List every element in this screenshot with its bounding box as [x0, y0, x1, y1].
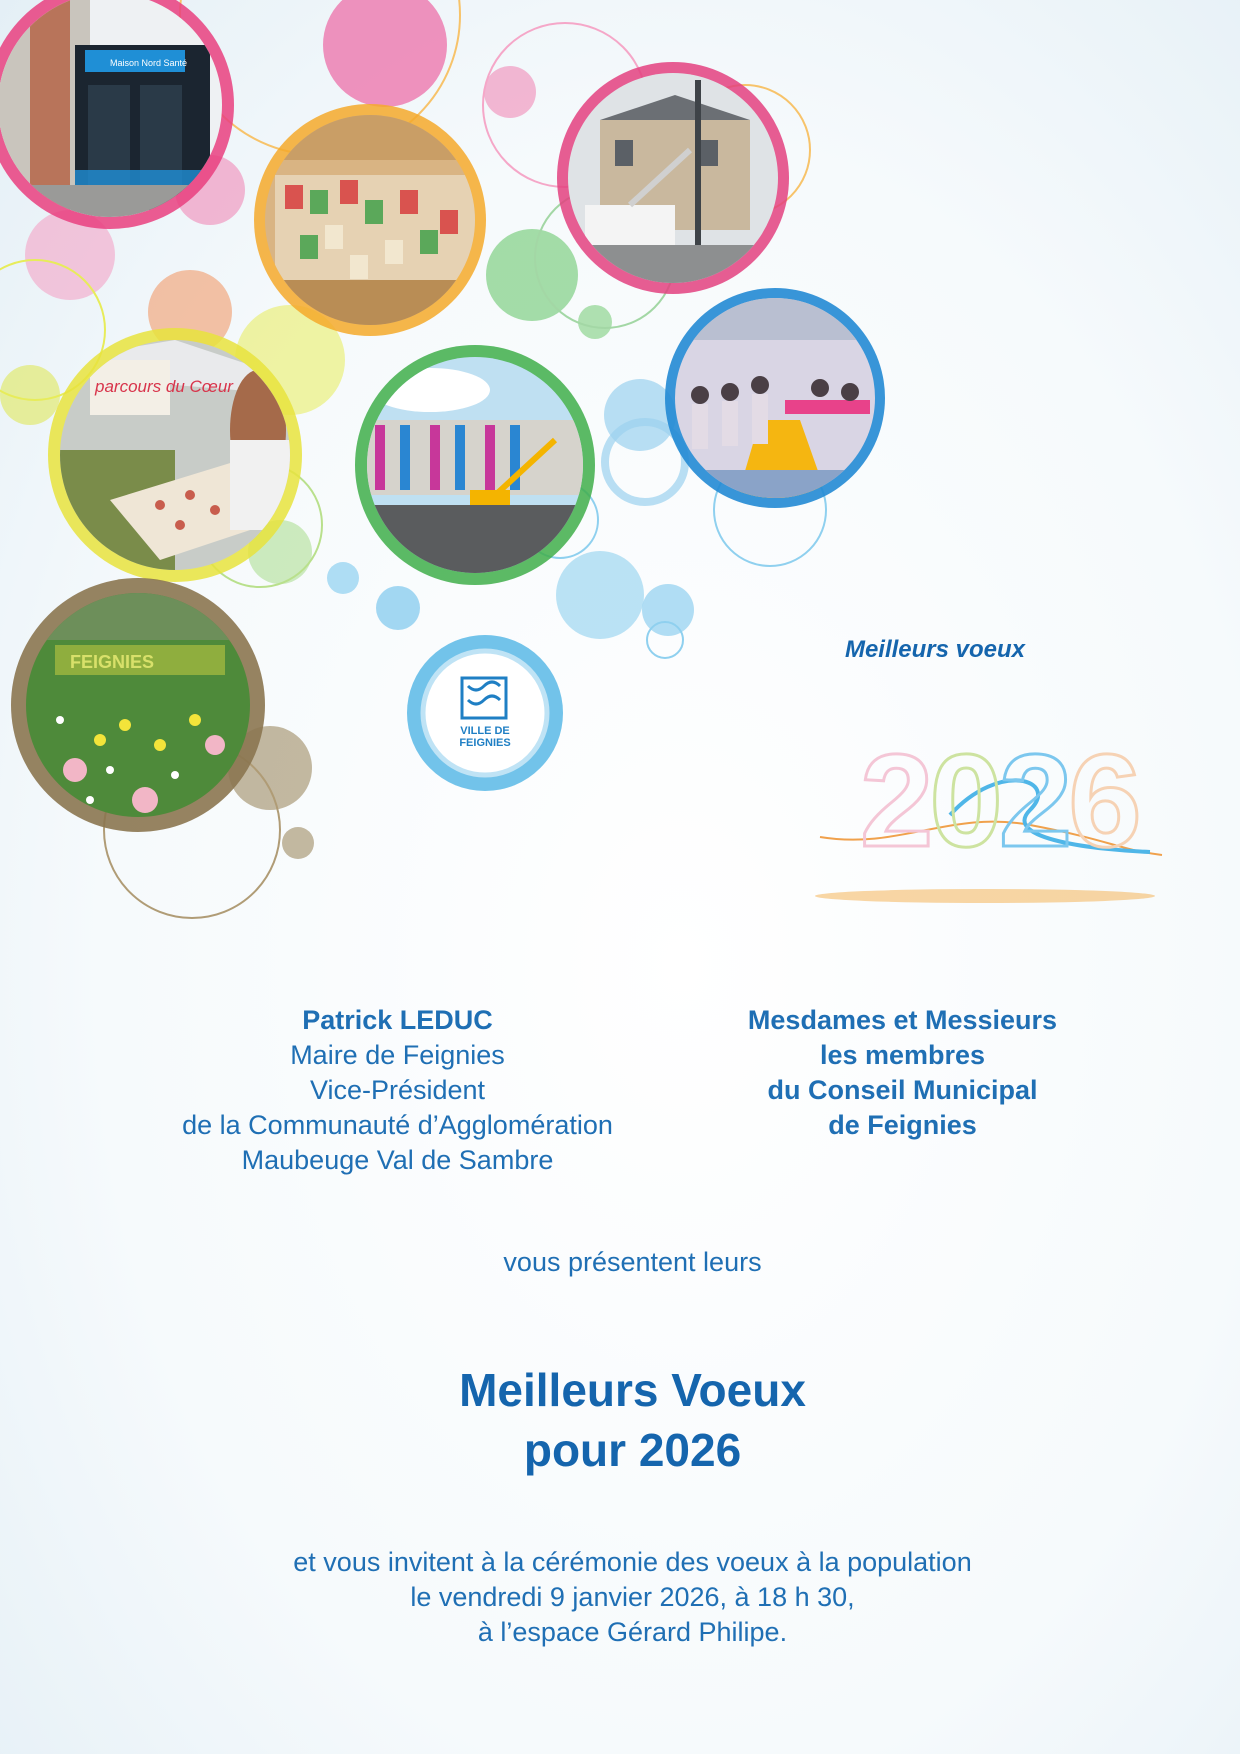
headline — [280, 1360, 985, 1480]
headline-line-1: Meilleurs Voeux — [459, 1364, 806, 1416]
council-line: de Feignies — [828, 1110, 977, 1140]
invitation-text — [180, 1545, 1085, 1650]
invitation-line: à l’espace Gérard Philipe. — [477, 1617, 788, 1647]
mayor-title-line: de la Communauté d’Agglomération — [182, 1110, 613, 1140]
mayor-title-line: Maubeuge Val de Sambre — [241, 1145, 554, 1175]
photo-seed-crate — [250, 100, 490, 340]
logo-line-2: FEIGNIES — [459, 737, 511, 749]
intro-text: vous présentent leurs — [503, 1247, 762, 1277]
council-line: du Conseil Municipal — [767, 1075, 1038, 1105]
year-digit: 6 — [1068, 727, 1138, 874]
council-block — [700, 1003, 1105, 1143]
tagline: Meilleurs voeux — [844, 636, 1026, 663]
invitation-line: et vous invitent à la cérémonie des voeux à la population — [293, 1547, 972, 1577]
year-digit: 0 — [929, 727, 999, 874]
photo-school-building — [355, 345, 595, 585]
council-line: Mesdames et Messieurs — [747, 1005, 1058, 1035]
mayor-title-line: Maire de Feignies — [290, 1040, 505, 1070]
year-digit: 2 — [998, 727, 1069, 874]
mayor-block — [130, 1003, 665, 1178]
photo-flower-bed — [11, 578, 265, 832]
photo-utility-truck — [557, 62, 790, 295]
headline-line-2: pour 2026 — [523, 1424, 742, 1476]
hedge-text: FEIGNIES — [70, 652, 155, 672]
photo-dance-hall — [665, 288, 885, 508]
year-digit: 2 — [860, 727, 930, 874]
photo-sign-text: Maison Nord Santé — [110, 58, 188, 68]
ville-de-feignies-logo — [407, 635, 563, 791]
logo-line-1: VILLE DE — [460, 725, 510, 737]
photo-parcours-du-coeur — [48, 328, 302, 582]
invitation-line: le vendredi 9 janvier 2026, à 18 h 30, — [410, 1582, 855, 1612]
mayor-name: Patrick LEDUC — [302, 1005, 493, 1035]
banner-text: parcours du Cœur — [95, 377, 233, 396]
logo-label — [452, 725, 518, 749]
year-2026-graphic — [860, 727, 1138, 874]
mayor-title-line: Vice-Président — [309, 1075, 486, 1105]
council-line: les membres — [819, 1040, 986, 1070]
